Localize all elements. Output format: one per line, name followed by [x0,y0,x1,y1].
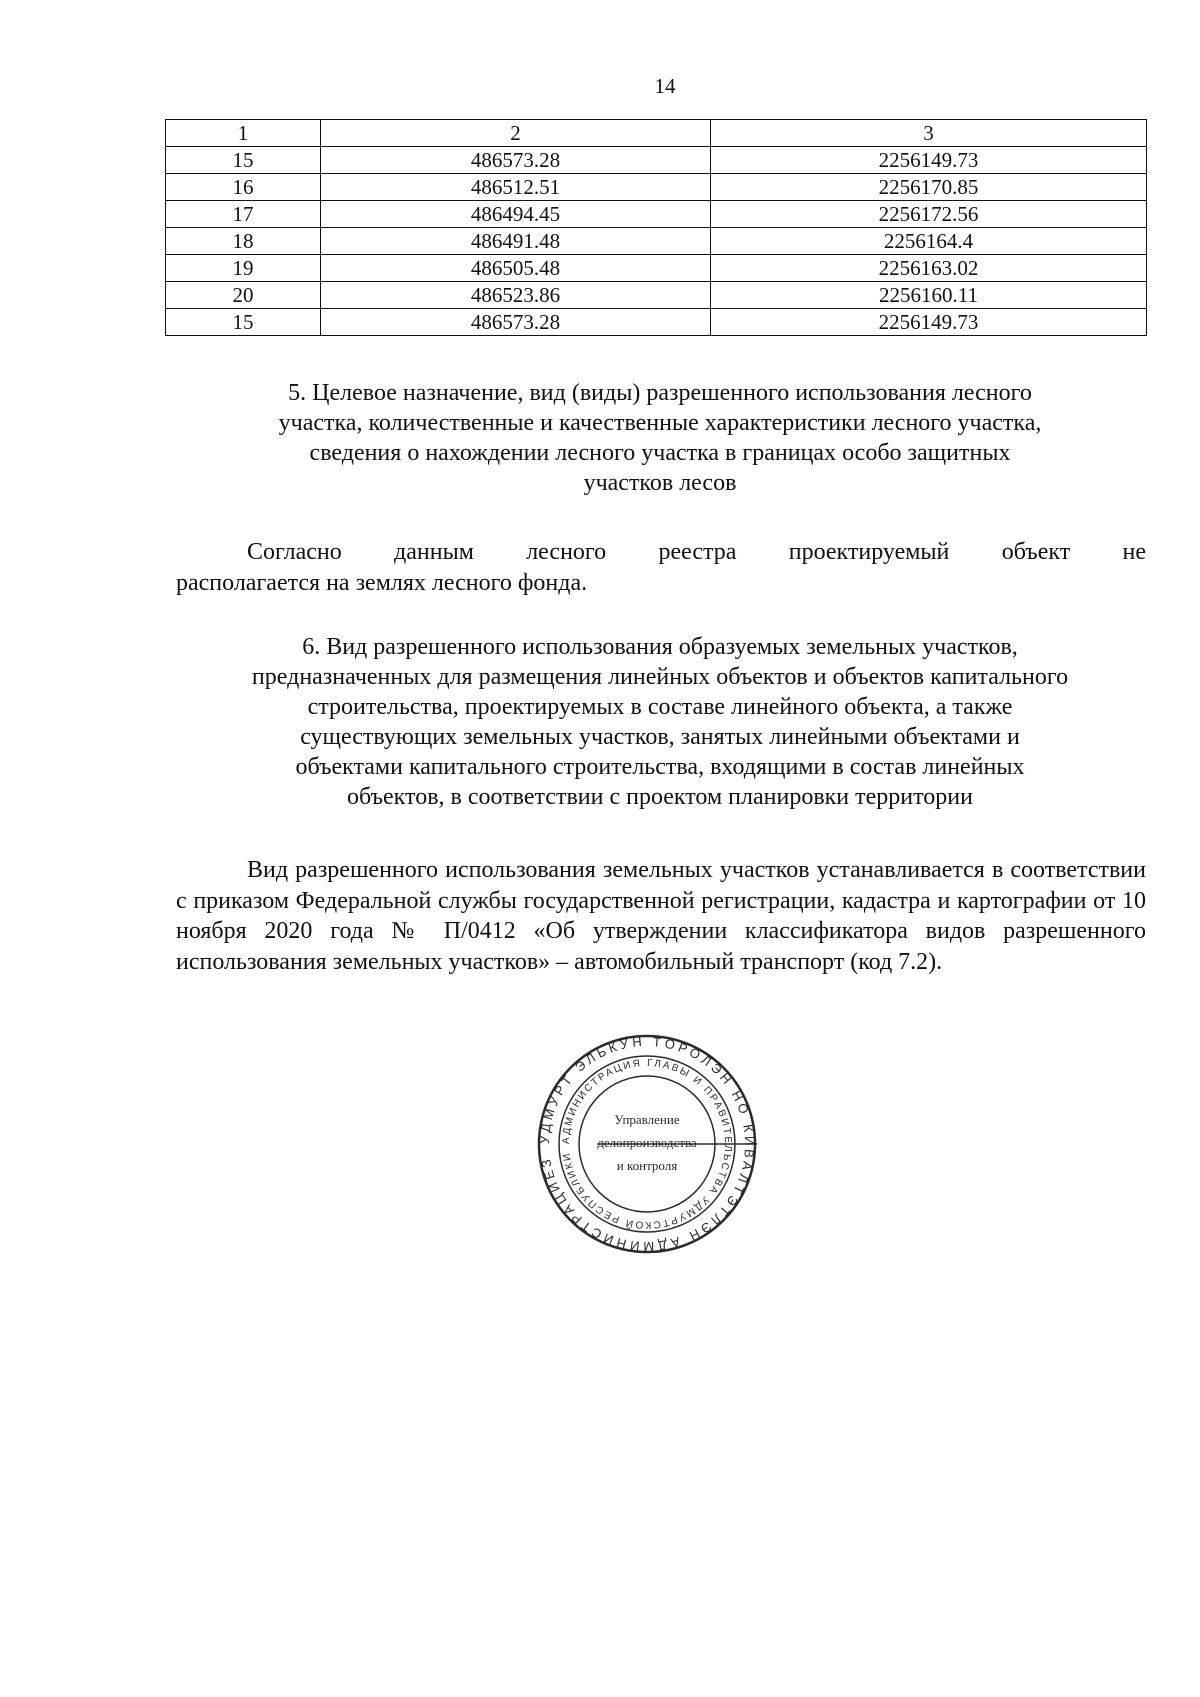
stamp-middle-text: АДМИНИСТРАЦИЯ ГЛАВЫ И ПРАВИТЕЛЬСТВА УДМУРТСКОЙ РЕСПУБЛИКИ [560,1057,734,1231]
table-cell: 19 [166,255,321,282]
table-cell: 16 [166,174,321,201]
table-cell: 486494.45 [321,201,711,228]
table-cell: 2256172.56 [711,201,1147,228]
table-row [166,228,1147,255]
table-cell: 2256160.11 [711,282,1147,309]
coordinates-table [165,119,1147,336]
table-cell: 486505.48 [321,255,711,282]
heading-line: участков лесов [583,470,737,496]
heading-line: 5. Целевое назначение, вид (виды) разрешенного использования лесного [288,380,1032,406]
table-cell: 486573.28 [321,309,711,336]
table-cell: 15 [166,309,321,336]
table-cell: 17 [166,201,321,228]
page-number: 14 [654,74,676,98]
table-cell: 15 [166,147,321,174]
table-cell: 2256170.85 [711,174,1147,201]
heading-line: строительства, проектируемых в составе линейного объекта, а также [307,694,1013,720]
body-line: Согласно данным лесного реестра проектируемый объект не [247,539,1146,565]
table-row [166,282,1147,309]
table-header-row [166,120,1147,147]
table-cell: 486523.86 [321,282,711,309]
table-cell: 2256163.02 [711,255,1147,282]
table-cell: 2256164.4 [711,228,1147,255]
table-cell: 486512.51 [321,174,711,201]
stamp-center-line: Управление [614,1112,680,1127]
table-row [166,201,1147,228]
heading-line: объектами капитального строительства, входящими в состав линейных [295,754,1025,780]
table-row [166,147,1147,174]
heading-line: участка, количественные и качественные характеристики лесного участка, [278,410,1042,436]
heading-line: 6. Вид разрешенного использования образуемых земельных участков, [302,634,1018,660]
table-cell: 20 [166,282,321,309]
table-row [166,255,1147,282]
stamp-center-line: делопроизводства [597,1135,697,1150]
stamp-outer-text: УДМУРТ ЭЛЬКУН ТӦРОЛЭН НО КИВАЛТЭТЛЭН АДМИНИСТРАЦИЕЗ [537,1034,757,1254]
table-cell: 2256149.73 [711,147,1147,174]
body-line: располагается на землях лесного фонда. [176,569,588,596]
heading-line: объектов, в соответствии с проектом планировки территории [347,784,973,810]
heading-line: предназначенных для размещения линейных объектов и объектов капитального [251,664,1069,690]
table-row [166,309,1147,336]
section-6-body: Вид разрешенного использования земельных участков устанавливается в соответствии с приказом Федеральной службы государственной регистрации, кадастра и картографии от 10 ноября 2020 года № П/0412 «Об утверждении классификатора видов разрешенного использования земельных участков» – автомобильный транспорт (код 7.2). [176,857,1146,975]
table-cell: 486491.48 [321,228,711,255]
heading-line: существующих земельных участков, занятых линейными объектами и [300,724,1020,750]
heading-line: сведения о нахождении лесного участка в границах особо защитных [309,440,1011,466]
stamp-center-line: и контроля [616,1158,678,1173]
section-6-heading [175,632,1145,812]
section-5-heading [175,378,1145,498]
table-cell: 18 [166,228,321,255]
header-cell-3: 3 [711,120,1147,147]
table-row [166,174,1147,201]
table-cell: 486573.28 [321,147,711,174]
header-cell-1: 1 [166,120,321,147]
official-stamp [537,1034,757,1254]
table-cell: 2256149.73 [711,309,1147,336]
section-5-body [176,537,1146,598]
header-cell-2: 2 [321,120,711,147]
